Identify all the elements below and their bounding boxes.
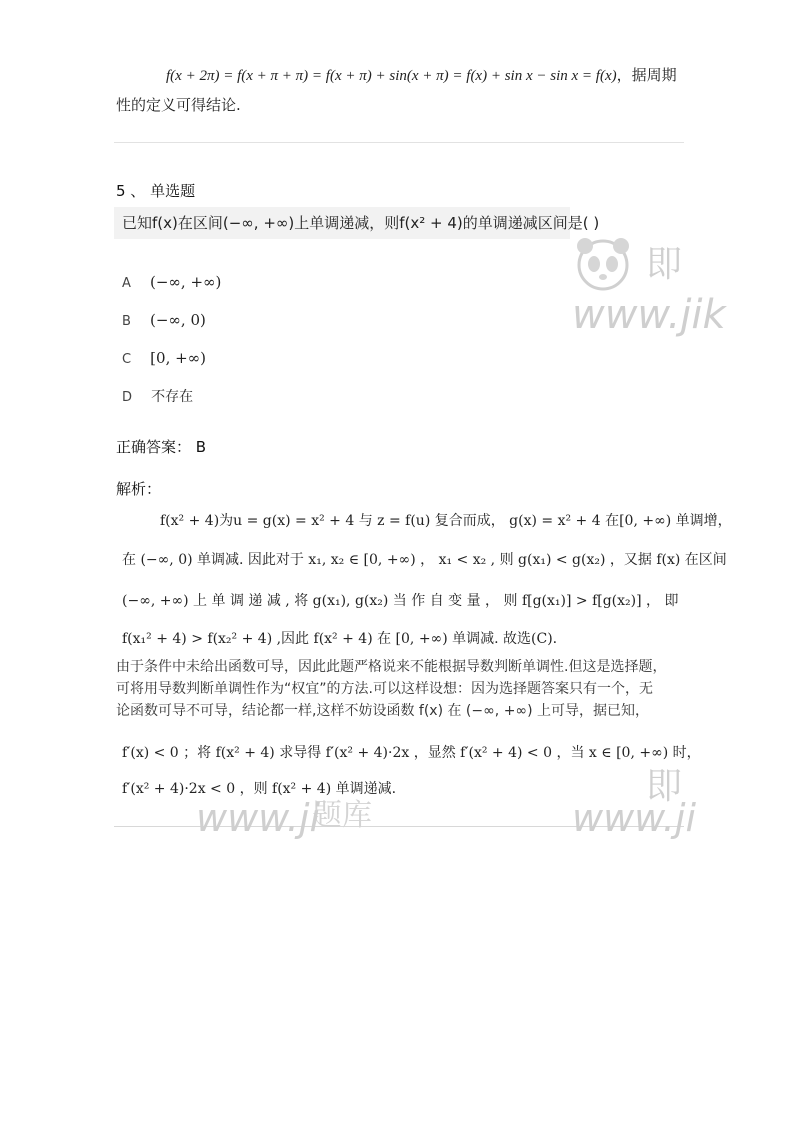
question-header: 5 、 单选题 (116, 182, 196, 200)
option-a[interactable] (122, 272, 221, 291)
analysis-line: f(x² + 4)为u = g(x) = x² + 4 与 z = f(u) 复合而成， g(x) = x² + 4 在[0, +∞) 单调增， (160, 513, 732, 529)
prev-formula-line (166, 64, 677, 85)
correct-answer: 正确答案： B (116, 438, 207, 456)
analysis-line: 由于条件中未给出函数可导，因此此题严格说来不能根据导数判断单调性.但这是选择题， (116, 659, 667, 675)
panda-logo-icon (572, 232, 634, 298)
watermark-url: www.ji (196, 796, 321, 840)
analysis-line: f(x₁² + 4) > f(x₂² + 4) ,因此 f(x² + 4) 在 [0, +∞) 单调减. 故选(C). (122, 631, 558, 647)
option-value: [0, +∞) (150, 349, 207, 367)
analysis-line: (−∞, +∞) 上 单 调 递 减 , 将 g(x₁), g(x₂) 当 作 自 变 量 ， 则 f[g(x₁)] > f[g(x₂)] ， 即 (122, 593, 679, 609)
prev-formula-tail: ，据周期 (616, 66, 677, 84)
watermark-text: 即 (646, 244, 683, 285)
prev-formula: f(x + 2π) = f(x + π + π) = f(x + π) + sin(x + π) = f(x) + sin x − sin x = f(x) (166, 68, 617, 84)
analysis-line: 在 (−∞, 0) 单调减. 因此对于 x₁, x₂ ∈ [0, +∞) ， x₁ < x₂ , 则 g(x₁) < g(x₂) ，又据 f(x) 在区间 (122, 552, 727, 568)
analysis-line: f′(x) < 0 ；将 f(x² + 4) 求导得 f′(x² + 4)·2x ，显然 f′(x² + 4) < 0 ，当 x ∈ [0, +∞) 时， (122, 745, 701, 761)
divider (114, 142, 684, 143)
analysis-line: 可将用导数判断单调性作为“权宜”的方法.可以这样设想：因为选择题答案只有一个，无 (116, 681, 653, 697)
option-letter: D (122, 390, 133, 405)
option-value: (−∞, +∞) (150, 273, 222, 291)
analysis-line: 论函数可导不可导，结论都一样,这样不妨设函数 f(x) 在 (−∞, +∞) 上可导，据已知， (116, 703, 649, 719)
option-letter: B (122, 314, 131, 329)
watermark-url: www.ji (572, 796, 697, 840)
option-value: (−∞, 0) (150, 311, 206, 329)
watermark-url: www.jik (572, 292, 726, 338)
option-letter: A (122, 276, 131, 291)
option-b[interactable] (122, 310, 206, 329)
analysis-heading: 解析： (116, 480, 162, 498)
watermark-text: 即 (646, 766, 683, 807)
watermark-text: 题库 (312, 798, 372, 833)
option-d[interactable] (122, 386, 193, 406)
question-stem: 已知f(x)在区间(−∞, +∞)上单调递减，则f(x² + 4)的单调递减区间是( ) (122, 214, 600, 232)
prev-conclusion: 性的定义可得结论. (116, 96, 241, 114)
option-c[interactable] (122, 348, 206, 367)
option-letter: C (122, 352, 132, 367)
option-value: 不存在 (151, 389, 194, 405)
analysis-line: f′(x² + 4)·2x < 0 ，则 f(x² + 4) 单调递减. (122, 781, 397, 797)
